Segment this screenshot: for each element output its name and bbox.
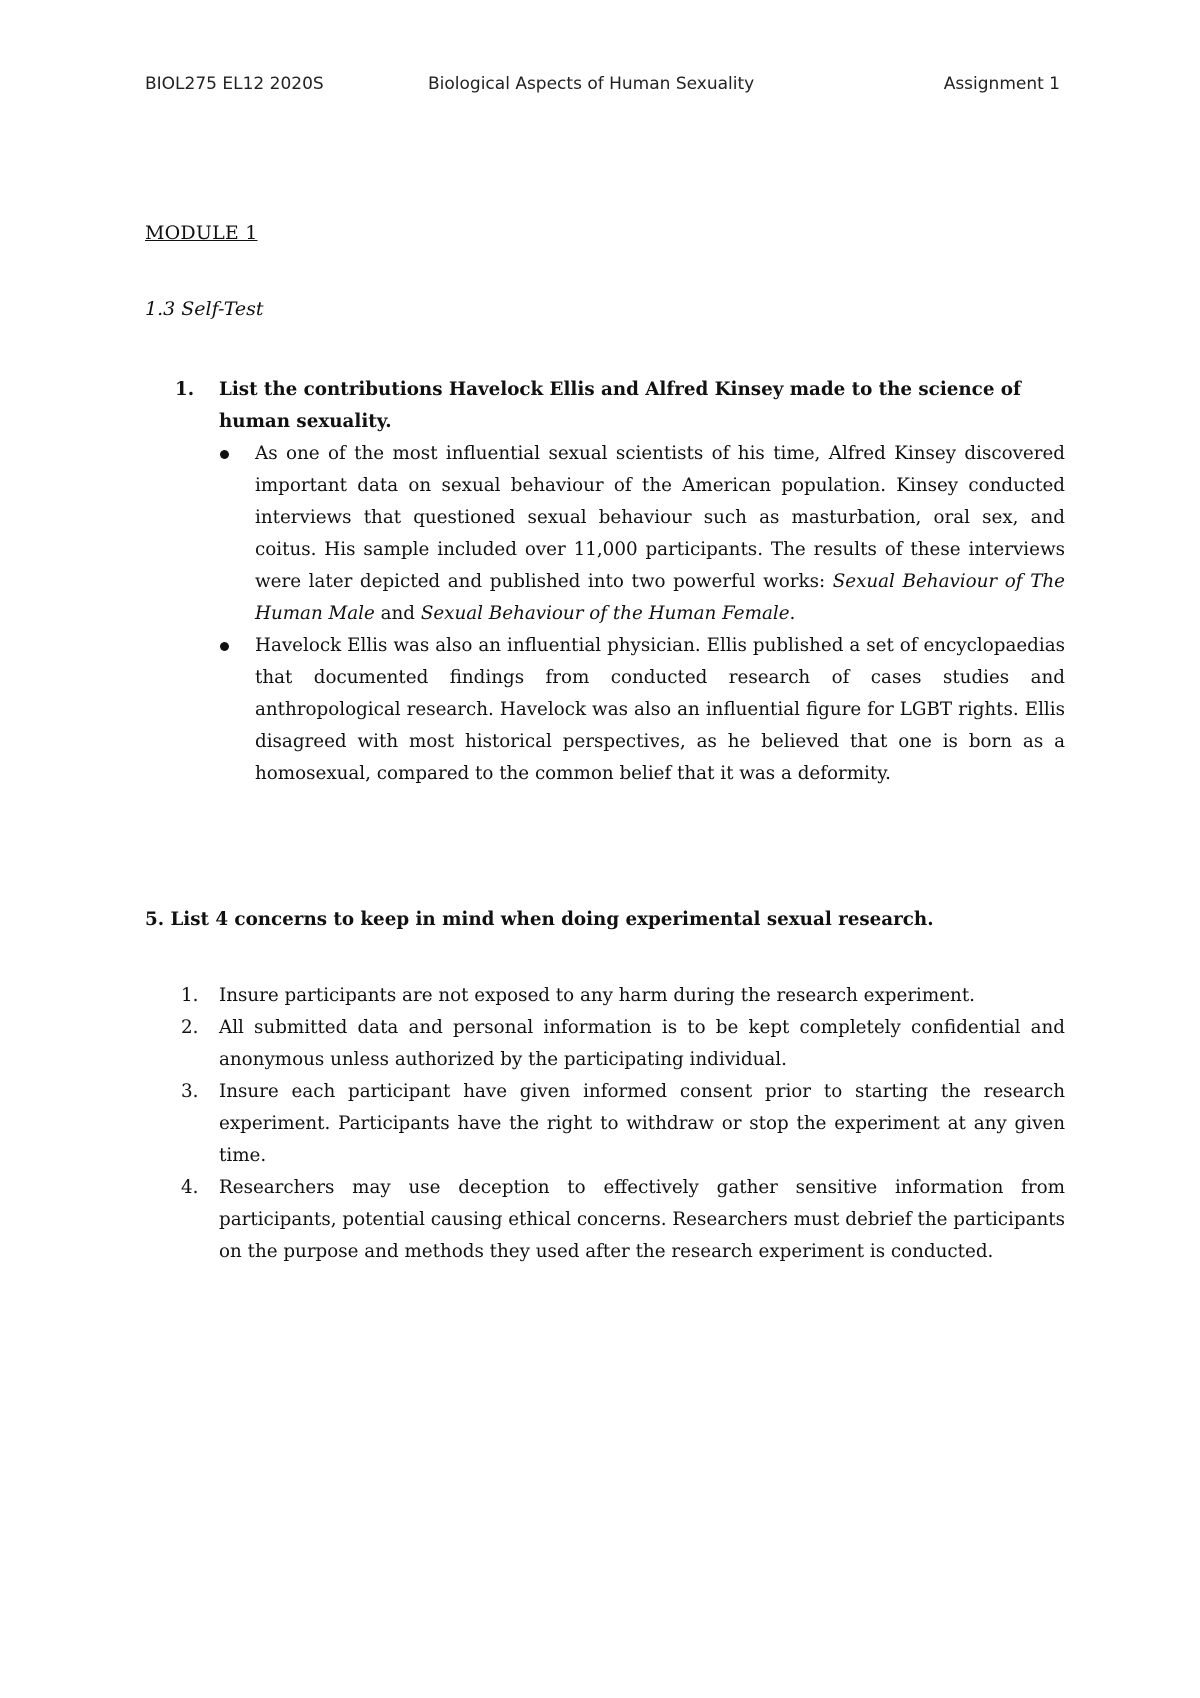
- answer-bullet-ellis: Havelock Ellis was also an influential physician. Ellis published a set of encyclopaedias that documented findings from conducted research of cases studies and anthropological research. Havelock was also an influential figure for LGBT rights. Ellis disagreed with most historical perspectives, as he believed that one is born as a homosexual, compared to the common belief that it was a deformity.: [255, 630, 1065, 790]
- header-assignment: Assignment 1: [943, 74, 1060, 94]
- question-1: [175, 374, 1065, 790]
- list-item: 2. All submitted data and personal information is to be kept completely confidential and anonymous unless authorized by the participating individual.: [181, 1017, 1065, 1070]
- question-1-text: List the contributions Havelock Ellis and Alfred Kinsey made to the science of human sexuality.: [219, 379, 1021, 432]
- bullet-icon: [220, 642, 229, 651]
- header-course-code: BIOL275 EL12 2020S: [145, 74, 324, 94]
- section-title: 1.3 Self-Test: [145, 298, 264, 320]
- question-5-text: 5. List 4 concerns to keep in mind when doing experimental sexual research.: [145, 909, 934, 930]
- page-header: [145, 74, 1065, 102]
- question-5-answers: [175, 980, 1065, 1268]
- book-title-female: Sexual Behaviour of the Human Female: [420, 603, 790, 624]
- book-title-male: Sexual Behaviour of The Human Male: [255, 571, 1065, 624]
- list-item: 4. Researchers may use deception to effectively gather sensitive information from participants, potential causing ethical concerns. Researchers must debrief the participants on the purpose and methods they used after the research experiment is conducted.: [181, 1177, 1065, 1262]
- question-1-number: 1.: [175, 379, 195, 400]
- list-item: 1. Insure participants are not exposed to any harm during the research experiment.: [181, 985, 975, 1006]
- question-1-answers: [175, 438, 1065, 790]
- bullet-icon: [220, 450, 229, 459]
- list-item: 3. Insure each participant have given informed consent prior to starting the research experiment. Participants have the right to withdraw or stop the experiment at any given time.: [181, 1081, 1065, 1166]
- answer-bullet-kinsey: As one of the most influential sexual scientists of his time, Alfred Kinsey discovered important data on sexual behaviour of the American population. Kinsey conducted interviews that questioned sexual behaviour such as masturbation, oral sex, and coitus. His sample included over 11,000 participants. The results of these interviews were later depicted and published into two powerful works: Sexual Behaviour of The Human Male and Sexual Behaviour of the Human Female.: [255, 438, 1065, 630]
- header-course-title: Biological Aspects of Human Sexuality: [428, 74, 755, 94]
- module-title: MODULE 1: [145, 222, 258, 244]
